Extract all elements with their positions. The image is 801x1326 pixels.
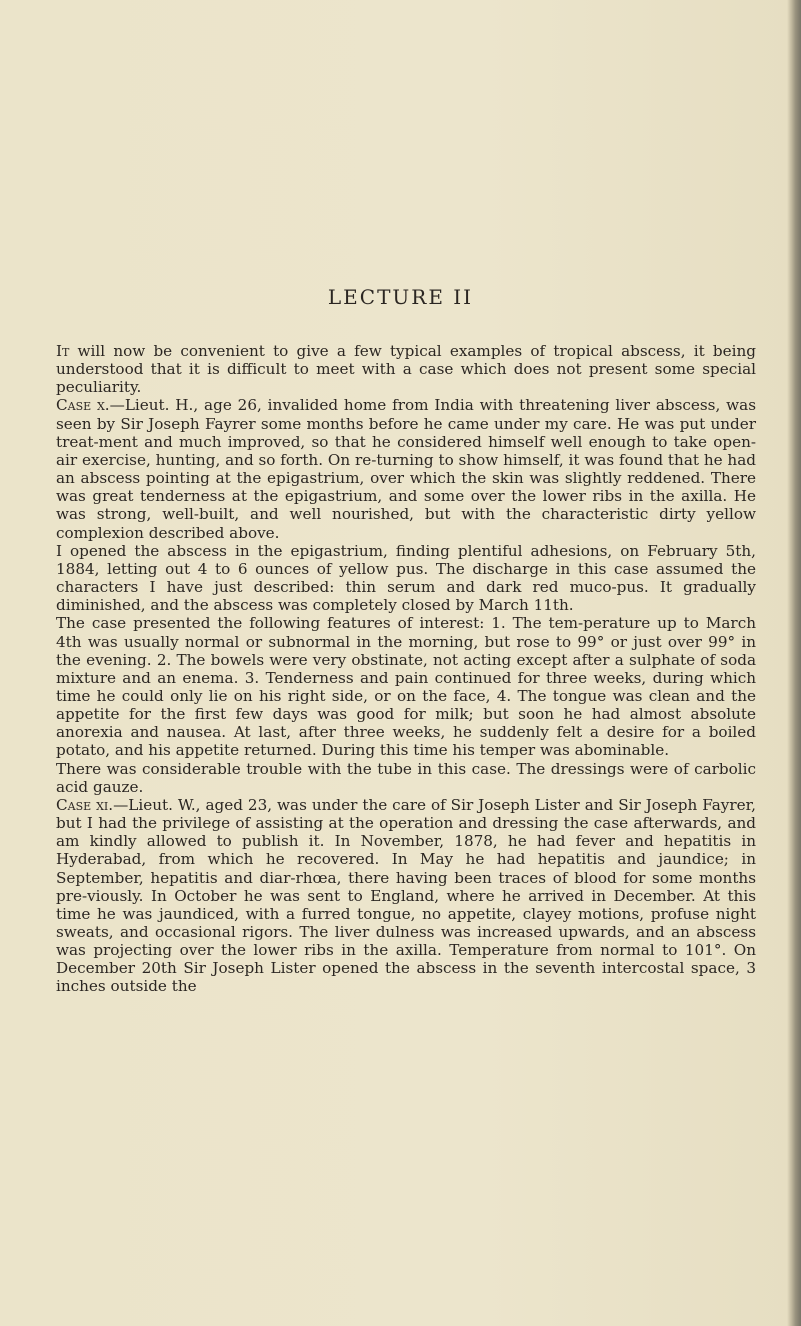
- paragraph-intro: [56, 342, 756, 396]
- paragraph-text: —Lieut. H., age 26, invalided home from India with threatening liver abscess, was seen by Sir Joseph Fayrer some months before he came under my care. He was put under treat-ment and much improved, so that he considered himself well enough to take open-air exercise, hunting, and so forth. On re-turning to show himself, it was found that he had an abscess pointing at the epigastrium, over which the skin was slightly reddened. There was great tenderness at the epigastrium, and some over the lower ribs in the axilla. He was strong, well-built, and well nourished, but with the characteristic dirty yellow complexion described above.: [56, 396, 756, 542]
- paragraph-dressings: [56, 760, 756, 796]
- paragraph-text: The case presented the following features of interest: 1. The tem-perature up to March 4th was usually normal or subnormal in the morning, but rose to 99° or just over 99° in the evening. 2. The bowels were very obstinate, not acting except after a sulphate of soda mixture and an enema. 3. Tenderness and pain continued for three weeks, during which time he could only lie on his right side, or on the face, 4. The tongue was clean and the appetite for the first few days was good for milk; but soon he had almost absolute anorexia and nausea. At last, after three weeks, he suddenly felt a desire for a boiled potato, and his appetite returned. During this time his temper was abominable.: [56, 614, 756, 760]
- body-text: [56, 342, 756, 996]
- paragraph-case-xi: [56, 796, 756, 996]
- paragraph-text: —Lieut. W., aged 23, was under the care of Sir Joseph Lister and Sir Joseph Fayrer, but I had the privilege of assisting at the operation and dressing the case afterwards, and am kindly allowed to publish it. In November, 1878, he had fever and hepatitis in Hyderabad, from which he recovered. In May he had hepatitis and jaundice; in September, hepatitis and diar-rhœa, there having been traces of blood for some months pre-viously. In October he was sent to England, where he arrived in December. At this time he was jaundiced, with a furred tongue, no appetite, clayey motions, profuse night sweats, and occasional rigors. The liver dulness was increased upwards, and an abscess was projecting over the lower ribs in the axilla. Temperature from normal to 101°. On December 20th Sir Joseph Lister opened the abscess in the seventh intercostal space, 3 inches outside the: [56, 795, 756, 996]
- paragraph-text: will now be convenient to give a few typical examples of tropical abscess, it being understood that it is difficult to meet with a case which does not present some special peculiarity.: [56, 342, 756, 397]
- paragraph-text: I opened the abscess in the epigastrium, finding plentiful adhesions, on February 5th, 1884, letting out 4 to 6 ounces of yellow pus. The discharge in this case assumed the characters I have just described: thin serum and dark red muco-pus. It gradually diminished, and the abscess was completely closed by March 11th.: [56, 541, 756, 615]
- paragraph-lead: It: [56, 342, 70, 360]
- page-edge-shadow: [787, 0, 801, 1326]
- paragraph-operation: [56, 542, 756, 615]
- paragraph-lead: Case x.: [56, 396, 110, 415]
- paragraph-features: [56, 614, 756, 759]
- paragraph-case-x: [56, 396, 756, 541]
- paragraph-lead: Case xi.: [56, 795, 114, 814]
- paragraph-text: There was considerable trouble with the tube in this case. The dressings were of carbolic acid gauze.: [56, 759, 756, 796]
- lecture-heading: LECTURE II: [327, 285, 474, 309]
